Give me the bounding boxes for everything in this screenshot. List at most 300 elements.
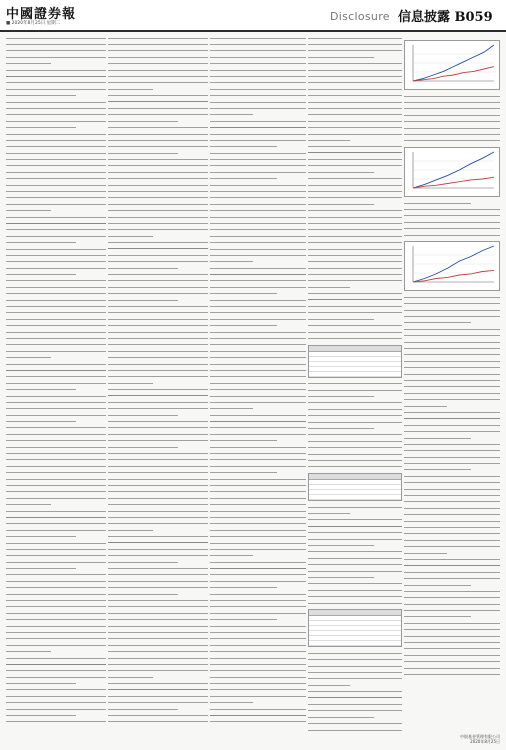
text-line <box>210 503 306 507</box>
text-line <box>404 487 500 491</box>
text-line <box>6 681 76 685</box>
text-line <box>210 304 306 308</box>
text-line <box>6 157 106 161</box>
text-line <box>308 74 402 78</box>
text-line <box>6 164 106 168</box>
text-line <box>404 551 447 555</box>
text-line <box>404 666 500 670</box>
text-line <box>308 601 402 605</box>
text-line <box>308 696 402 700</box>
text-line <box>210 650 306 654</box>
text-line <box>404 398 500 402</box>
data-table-3 <box>308 609 402 647</box>
text-line <box>108 579 208 583</box>
text-line <box>308 709 402 713</box>
text-line <box>108 189 208 193</box>
text-line <box>308 690 402 694</box>
text-line <box>108 317 208 321</box>
text-line <box>6 106 106 110</box>
text-line <box>108 87 153 91</box>
text-line <box>210 720 306 724</box>
text-line <box>6 55 106 59</box>
text-line <box>308 234 402 238</box>
text-line <box>6 611 106 615</box>
text-line <box>210 490 306 494</box>
text-line <box>404 295 500 299</box>
text-line <box>210 419 306 423</box>
text-line <box>108 426 208 430</box>
text-line <box>108 688 208 692</box>
text-line <box>210 675 306 679</box>
text-line <box>210 515 306 519</box>
text-line <box>404 308 500 312</box>
text-line <box>210 528 306 532</box>
text-line <box>308 145 402 149</box>
text-line <box>108 509 208 513</box>
text-line <box>210 272 306 276</box>
text-line <box>108 177 208 181</box>
text-line <box>6 637 106 641</box>
text-line <box>308 452 402 456</box>
text-line <box>108 304 208 308</box>
text-line <box>210 477 306 481</box>
text-line <box>210 292 277 296</box>
text-line <box>308 702 402 706</box>
text-line <box>308 138 350 142</box>
text-line <box>308 260 402 264</box>
text-line <box>404 576 500 580</box>
section-name-en: Disclosure <box>330 10 390 23</box>
text-line <box>108 630 208 634</box>
text-line <box>404 493 500 497</box>
text-line <box>108 132 208 136</box>
text-line <box>108 400 208 404</box>
text-line <box>404 314 500 318</box>
text-line <box>404 653 500 657</box>
text-line <box>404 513 500 517</box>
text-line <box>108 419 208 423</box>
text-line <box>308 677 402 681</box>
text-line <box>308 311 402 315</box>
text-line <box>108 477 208 481</box>
text-line <box>108 202 208 206</box>
text-line <box>108 81 208 85</box>
text-column-3 <box>210 36 306 736</box>
text-line <box>210 534 306 538</box>
text-line <box>108 675 153 679</box>
text-line <box>6 362 106 366</box>
text-line <box>210 324 277 328</box>
text-line <box>404 660 500 664</box>
text-line <box>308 420 402 424</box>
text-line <box>404 126 500 130</box>
text-line <box>308 670 402 674</box>
text-line <box>6 285 106 289</box>
text-line <box>108 151 178 155</box>
text-line <box>108 368 208 372</box>
text-line <box>108 253 208 257</box>
performance-chart-1 <box>404 40 500 90</box>
text-line <box>404 570 500 574</box>
text-line <box>210 132 306 136</box>
text-line <box>404 538 500 542</box>
text-line <box>6 311 106 315</box>
text-line <box>404 615 471 619</box>
text-line <box>6 515 106 519</box>
text-line <box>108 209 208 213</box>
text-line <box>210 202 306 206</box>
text-line <box>6 266 106 270</box>
text-line <box>210 62 306 66</box>
text-line <box>210 266 306 270</box>
text-line <box>210 196 306 200</box>
text-line <box>210 522 306 526</box>
text-line <box>210 138 306 142</box>
text-line <box>108 298 178 302</box>
text-line <box>308 588 402 592</box>
text-line <box>308 81 402 85</box>
text-line <box>308 247 402 251</box>
performance-chart-3 <box>404 241 500 291</box>
text-line <box>6 381 106 385</box>
text-line <box>210 713 306 717</box>
text-line <box>308 170 374 174</box>
text-line <box>308 683 350 687</box>
text-line <box>210 106 306 110</box>
section-name-cn: 信息披露 B059 <box>398 10 493 25</box>
text-line <box>6 419 76 423</box>
text-line <box>404 346 500 350</box>
text-line <box>210 439 277 443</box>
text-line <box>108 42 208 46</box>
text-line <box>404 545 500 549</box>
text-line <box>6 483 106 487</box>
text-line <box>6 100 106 104</box>
text-line <box>6 215 106 219</box>
text-line <box>210 566 306 570</box>
text-line <box>108 566 208 570</box>
text-line <box>308 543 374 547</box>
text-line <box>108 279 208 283</box>
text-line <box>6 586 106 590</box>
text-line <box>210 541 306 545</box>
text-line <box>404 429 500 433</box>
text-line <box>308 715 374 719</box>
text-line <box>308 658 402 662</box>
text-line <box>108 586 208 590</box>
text-line <box>210 253 306 257</box>
text-line <box>210 407 253 411</box>
text-line <box>404 436 471 440</box>
text-line <box>108 503 208 507</box>
text-line <box>210 183 306 187</box>
text-line <box>210 381 306 385</box>
text-line <box>108 464 208 468</box>
text-line <box>6 209 51 213</box>
text-line <box>6 183 106 187</box>
text-line <box>108 560 178 564</box>
text-line <box>308 100 402 104</box>
text-line <box>6 579 106 583</box>
text-line <box>210 611 306 615</box>
text-line <box>6 630 106 634</box>
text-line <box>6 221 106 225</box>
text-line <box>308 721 402 725</box>
text-line <box>308 505 402 509</box>
text-line <box>108 407 208 411</box>
text-line <box>108 266 178 270</box>
text-line <box>6 566 76 570</box>
text-line <box>308 132 402 136</box>
text-line <box>108 554 208 558</box>
text-line <box>6 522 106 526</box>
text-line <box>108 349 208 353</box>
text-line <box>108 598 208 602</box>
text-line <box>6 260 106 264</box>
text-line <box>108 113 208 117</box>
text-line <box>108 662 208 666</box>
text-line <box>108 145 208 149</box>
text-line <box>308 202 374 206</box>
text-line <box>404 404 447 408</box>
text-line <box>404 340 500 344</box>
text-line <box>210 662 306 666</box>
text-line <box>210 471 277 475</box>
text-line <box>108 528 153 532</box>
text-line <box>404 378 500 382</box>
text-line <box>210 164 306 168</box>
text-column-1 <box>6 36 106 736</box>
text-line <box>6 701 106 705</box>
text-line <box>6 151 106 155</box>
text-line <box>210 215 306 219</box>
text-line <box>308 285 350 289</box>
masthead <box>0 0 506 32</box>
text-line <box>6 356 51 360</box>
text-line <box>6 573 106 577</box>
text-line <box>210 586 277 590</box>
publisher-name: 中银基金管理有限公司 <box>460 734 500 739</box>
page-footer <box>460 734 500 744</box>
text-line <box>6 451 106 455</box>
text-line <box>6 541 106 545</box>
text-line <box>108 272 208 276</box>
text-line <box>308 556 402 560</box>
text-line <box>210 375 306 379</box>
text-line <box>404 359 500 363</box>
text-line <box>108 707 178 711</box>
text-line <box>404 628 500 632</box>
text-line <box>108 183 208 187</box>
text-line <box>210 554 253 558</box>
text-line <box>108 515 208 519</box>
text-line <box>210 349 306 353</box>
text-line <box>6 675 106 679</box>
text-line <box>210 362 306 366</box>
text-line <box>6 662 106 666</box>
text-line <box>6 177 106 181</box>
text-line <box>6 324 106 328</box>
text-line <box>6 119 106 123</box>
text-line <box>308 125 402 129</box>
text-line <box>210 343 306 347</box>
text-line <box>210 74 306 78</box>
text-line <box>6 247 106 251</box>
text-line <box>404 233 500 237</box>
text-line <box>6 496 106 500</box>
text-line <box>6 189 106 193</box>
text-line <box>108 547 208 551</box>
text-line <box>308 241 402 245</box>
text-column-5 <box>404 36 500 736</box>
text-line <box>108 413 178 417</box>
text-line <box>108 458 208 462</box>
text-line <box>210 579 306 583</box>
text-line <box>404 214 500 218</box>
text-line <box>210 209 306 213</box>
text-line <box>308 279 402 283</box>
text-line <box>108 534 208 538</box>
text-line <box>108 292 208 296</box>
text-line <box>6 407 106 411</box>
text-line <box>6 113 106 117</box>
text-line <box>210 279 306 283</box>
text-line <box>404 94 500 98</box>
publish-date: 2020年8月25日 <box>470 739 500 744</box>
text-line <box>6 471 106 475</box>
text-line <box>108 196 208 200</box>
text-line <box>210 368 306 372</box>
text-line <box>6 279 106 283</box>
text-line <box>6 298 106 302</box>
text-line <box>308 394 374 398</box>
text-line <box>108 330 208 334</box>
text-line <box>210 387 306 391</box>
text-line <box>108 234 153 238</box>
text-line <box>404 519 500 523</box>
text-line <box>6 349 106 353</box>
text-line <box>210 669 306 673</box>
text-line <box>404 474 500 478</box>
text-line <box>108 650 208 654</box>
text-line <box>404 506 500 510</box>
text-line <box>6 605 106 609</box>
text-line <box>6 618 106 622</box>
text-line <box>308 426 374 430</box>
text-line <box>108 713 208 717</box>
text-line <box>108 605 208 609</box>
text-line <box>308 728 402 732</box>
text-line <box>6 94 76 98</box>
text-line <box>108 573 208 577</box>
text-line <box>108 720 208 724</box>
text-line <box>6 304 106 308</box>
text-line <box>108 445 178 449</box>
text-line <box>308 330 402 334</box>
text-line <box>210 87 306 91</box>
text-line <box>308 433 402 437</box>
text-line <box>6 49 106 53</box>
text-line <box>308 595 402 599</box>
text-line <box>6 330 106 334</box>
text-line <box>308 55 374 59</box>
text-line <box>108 285 208 289</box>
text-line <box>6 554 106 558</box>
text-line <box>308 272 402 276</box>
text-line <box>108 241 208 245</box>
text-line <box>210 241 306 245</box>
text-line <box>6 413 106 417</box>
text-line <box>210 298 306 302</box>
text-line <box>308 106 402 110</box>
text-line <box>210 356 306 360</box>
text-line <box>108 221 208 225</box>
text-line <box>404 139 500 143</box>
text-line <box>108 483 208 487</box>
text-line <box>308 183 402 187</box>
text-line <box>404 634 500 638</box>
text-line <box>308 253 402 257</box>
text-line <box>308 189 402 193</box>
text-line <box>6 643 106 647</box>
text-line <box>210 42 306 46</box>
text-line <box>210 630 306 634</box>
text-line <box>210 234 306 238</box>
text-line <box>210 247 306 251</box>
text-line <box>6 74 106 78</box>
text-line <box>108 439 208 443</box>
text-line <box>6 477 106 481</box>
text-line <box>108 343 208 347</box>
text-line <box>404 132 500 136</box>
text-line <box>308 228 402 232</box>
text-line <box>108 669 208 673</box>
text-line <box>404 647 500 651</box>
text-line <box>6 68 106 72</box>
text-line <box>404 455 500 459</box>
text-line <box>6 202 106 206</box>
text-line <box>404 334 500 338</box>
text-line <box>6 317 106 321</box>
text-line <box>308 266 402 270</box>
text-line <box>308 388 402 392</box>
text-line <box>108 68 208 72</box>
text-line <box>308 68 402 72</box>
text-line <box>108 611 208 615</box>
text-line <box>6 509 106 513</box>
performance-chart-2 <box>404 147 500 197</box>
text-line <box>108 381 153 385</box>
text-line <box>6 669 106 673</box>
text-line <box>404 608 500 612</box>
issue-date: ■ 2020年8月25日 星期二 <box>6 21 61 26</box>
text-line <box>108 157 208 161</box>
text-line <box>210 637 306 641</box>
text-line <box>6 394 106 398</box>
text-line <box>210 336 306 340</box>
text-line <box>210 688 306 692</box>
text-line <box>108 618 208 622</box>
text-line <box>6 343 106 347</box>
text-line <box>6 387 76 391</box>
data-table-1 <box>308 345 402 378</box>
text-line <box>308 563 402 567</box>
text-line <box>210 681 306 685</box>
text-line <box>210 221 306 225</box>
text-line <box>210 177 277 181</box>
text-line <box>404 423 500 427</box>
text-line <box>210 285 306 289</box>
